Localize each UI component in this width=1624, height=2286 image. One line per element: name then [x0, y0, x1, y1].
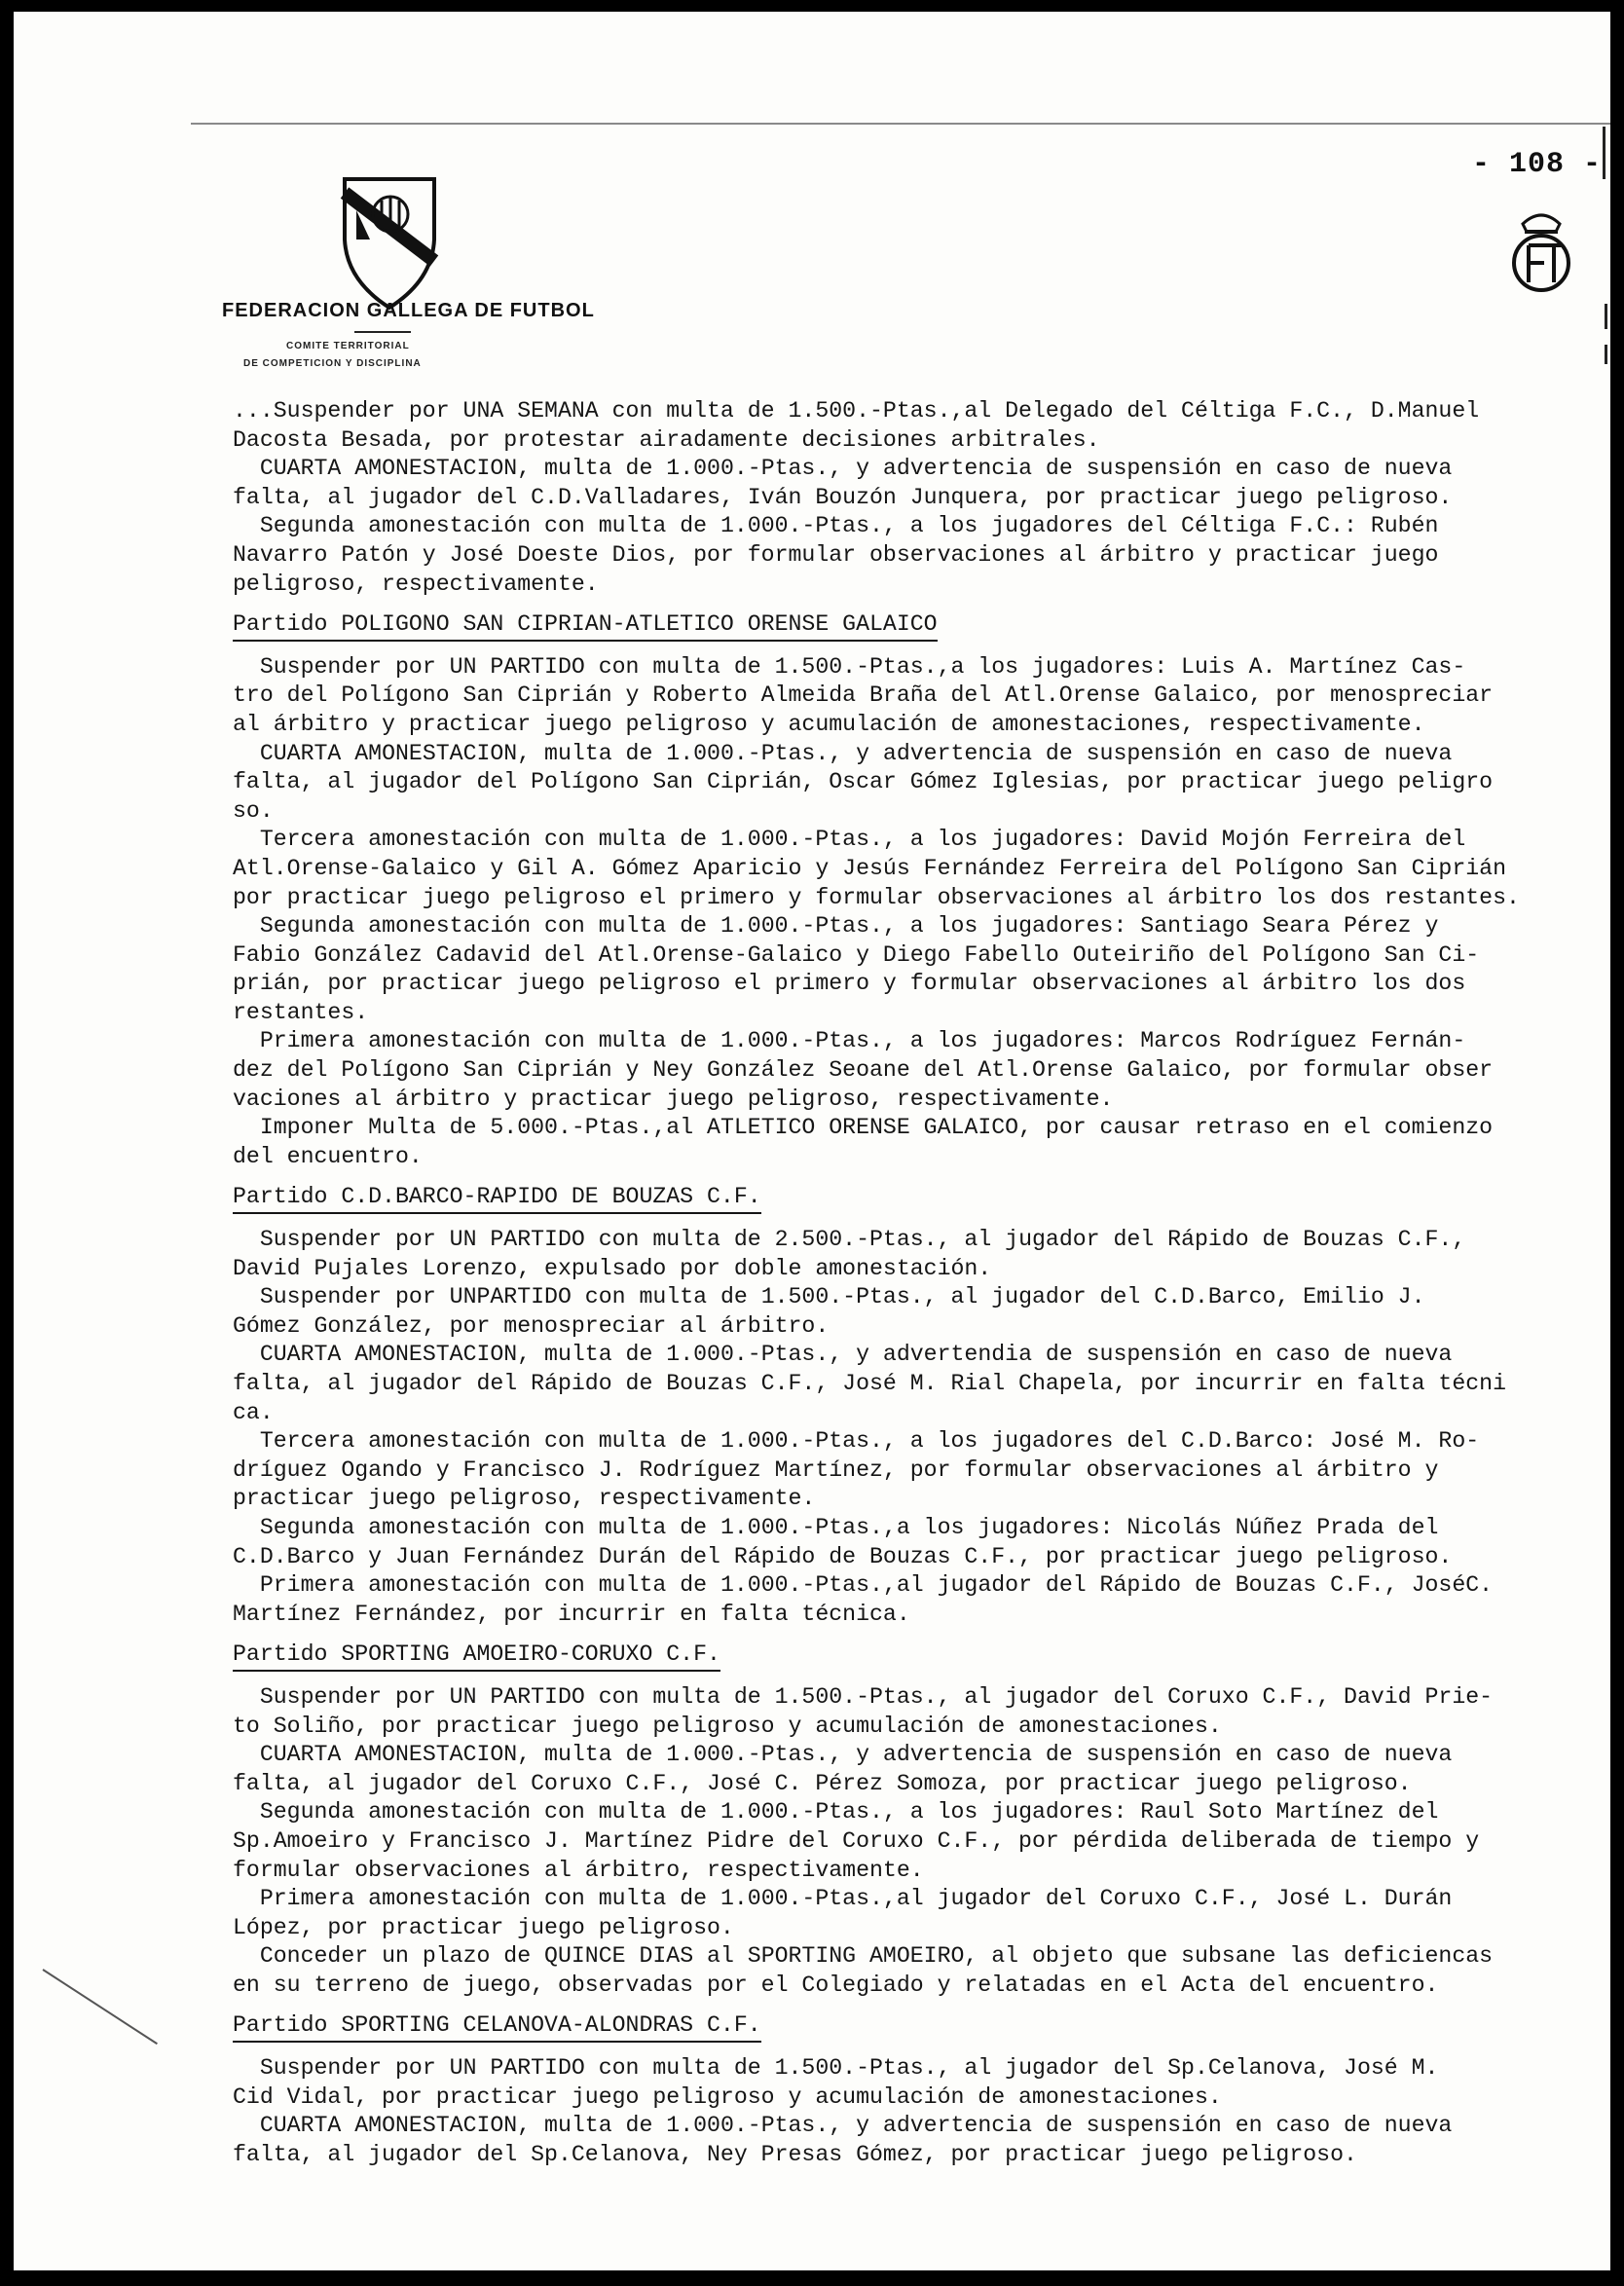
section-line: falta, al jugador del Polígono San Ciprián, Oscar Gómez Iglesias, por practicar juego peligro	[233, 769, 1494, 795]
federation-rule	[354, 331, 411, 333]
top-rule	[191, 123, 1610, 125]
section-line: C.D.Barco y Juan Fernández Durán del Rápido de Bouzas C.F., por practicar juego peligroso.	[233, 1543, 1453, 1569]
scratch-mark	[42, 1969, 158, 2045]
section-line: Suspender por UN PARTIDO con multa de 1.500.-Ptas.,a los jugadores: Luis A. Martínez Cas-	[233, 653, 1466, 680]
section-line: CUARTA AMONESTACION, multa de 1.000.-Ptas., y advertendia de suspensión en caso de nueva	[233, 1342, 1453, 1368]
intro-line: peligroso, respectivamente.	[233, 571, 599, 597]
intro-line: Dacosta Besada, por protestar airadamente decisiones arbitrales.	[233, 426, 1100, 453]
section-line: vaciones al árbitro y practicar juego peligroso, respectivamente.	[233, 1086, 1114, 1112]
document-body	[233, 397, 1586, 2169]
section-line: Primera amonestación con multa de 1.000.-Ptas., a los jugadores: Marcos Rodríguez Fernán-	[233, 1028, 1466, 1054]
intro-line: CUARTA AMONESTACION, multa de 1.000.-Ptas., y advertencia de suspensión en caso de nueva	[233, 456, 1453, 482]
section-line: Tercera amonestación con multa de 1.000.-Ptas., a los jugadores del C.D.Barco: José M. Ro-	[233, 1428, 1480, 1455]
edge-mark	[1603, 127, 1606, 179]
section-line: Segunda amonestación con multa de 1.000.-Ptas.,a los jugadores: Nicolás Núñez Prada del	[233, 1514, 1439, 1540]
intro-line: Segunda amonestación con multa de 1.000.-Ptas., a los jugadores del Céltiga F.C.: Rubén	[233, 513, 1439, 539]
section-line: falta, al jugador del Rápido de Bouzas C.F., José M. Rial Chapela, por incurrir en falta técni	[233, 1371, 1506, 1396]
section-line: del encuentro.	[233, 1143, 423, 1169]
section-line: Primera amonestación con multa de 1.000.-Ptas.,al jugador del Coruxo C.F., José L. Durán	[233, 1886, 1453, 1912]
section-title: Partido SPORTING AMOEIRO-CORUXO C.F.	[233, 1641, 720, 1672]
match-section	[233, 599, 1586, 1171]
intro-line: falta, al jugador del C.D.Valladares, Iván Bouzón Junquera, por practicar juego peligroso.	[233, 484, 1453, 510]
sections-block	[233, 599, 1586, 2169]
section-title: Partido POLIGONO SAN CIPRIAN-ATLETICO ORENSE GALAICO	[233, 610, 938, 642]
committee-line2: DE COMPETICION Y DISCIPLINA	[243, 358, 422, 369]
section-line: Suspender por UN PARTIDO con multa de 1.500.-Ptas., al jugador del Coruxo C.F., David Prie-	[233, 1683, 1494, 1710]
section-line: al árbitro y practicar juego peligroso y acumulación de amonestaciones, respectivamente.	[233, 711, 1425, 737]
section-line: Segunda amonestación con multa de 1.000.-Ptas., a los jugadores: Santiago Seara Pérez y	[233, 913, 1439, 940]
section-line: Suspender por UN PARTIDO con multa de 2.500.-Ptas., al jugador del Rápido de Bouzas C.F.,	[233, 1227, 1466, 1253]
section-line: Imponer Multa de 5.000.-Ptas.,al ATLETICO ORENSE GALAICO, por causar retraso en el comienzo	[233, 1115, 1494, 1141]
section-line: CUARTA AMONESTACION, multa de 1.000.-Ptas., y advertencia de suspensión en caso de nueva	[233, 740, 1453, 766]
section-line: prián, por practicar juego peligroso el primero y formular observaciones al árbitro los dos	[233, 971, 1466, 997]
section-line: to Soliño, por practicar juego peligroso y acumulación de amonestaciones.	[233, 1713, 1222, 1739]
section-line: so.	[233, 797, 274, 824]
section-line: practicar juego peligroso, respectivamente.	[233, 1486, 816, 1512]
section-line: restantes.	[233, 999, 369, 1025]
section-line: Suspender por UNPARTIDO con multa de 1.500.-Ptas., al jugador del C.D.Barco, Emilio J.	[233, 1284, 1425, 1310]
intro-line: Navarro Patón y José Doeste Dios, por formular observaciones al árbitro y practicar juego	[233, 541, 1439, 568]
section-line: CUARTA AMONESTACION, multa de 1.000.-Ptas., y advertencia de suspensión en caso de nueva	[233, 1742, 1453, 1768]
crest-shield-icon	[337, 171, 444, 313]
match-section	[233, 2000, 1586, 2169]
page-number: - 108 -	[1472, 148, 1603, 181]
federation-name: FEDERACION GALLEGA DE FUTBOL	[222, 300, 595, 321]
match-section	[233, 1629, 1586, 2000]
section-line: Primera amonestación con multa de 1.000.-Ptas.,al jugador del Rápido de Bouzas C.F., JoséC.	[233, 1572, 1494, 1599]
section-title: Partido C.D.BARCO-RAPIDO DE BOUZAS C.F.	[233, 1183, 761, 1214]
section-line: Tercera amonestación con multa de 1.000.-Ptas., a los jugadores: David Mojón Ferreira del	[233, 827, 1466, 853]
section-line: por practicar juego peligroso el primero y formular observaciones al árbitro los dos restantes.	[233, 884, 1520, 910]
rfef-emblem-icon	[1505, 203, 1577, 300]
committee-line1: COMITE TERRITORIAL	[286, 341, 410, 351]
section-title: Partido SPORTING CELANOVA-ALONDRAS C.F.	[233, 2011, 761, 2043]
section-line: Martínez Fernández, por incurrir en falta técnica.	[233, 1601, 910, 1627]
section-line: Fabio González Cadavid del Atl.Orense-Galaico y Diego Fabello Outeiriño del Polígono San Ci-	[233, 941, 1480, 968]
section-line: dríguez Ogando y Francisco J. Rodríguez Martínez, por formular observaciones al árbitro y	[233, 1456, 1439, 1483]
edge-mark	[1605, 304, 1607, 329]
section-line: dez del Polígono San Ciprián y Ney González Seoane del Atl.Orense Galaico, por formular obser	[233, 1057, 1494, 1084]
section-line: Atl.Orense-Galaico y Gil A. Gómez Aparicio y Jesús Fernández Ferreira del Polígono San Ciprián	[233, 855, 1506, 881]
document-page	[14, 12, 1610, 2270]
section-line: López, por practicar juego peligroso.	[233, 1914, 734, 1940]
section-line: falta, al jugador del Coruxo C.F., José C. Pérez Somoza, por practicar juego peligroso.	[233, 1770, 1412, 1796]
edge-mark	[1605, 345, 1607, 364]
intro-block	[233, 397, 1586, 599]
section-line: Conceder un plazo de QUINCE DIAS al SPORTING AMOEIRO, al objeto que subsane las deficiencas	[233, 1943, 1494, 1970]
section-line: CUARTA AMONESTACION, multa de 1.000.-Ptas., y advertencia de suspensión en caso de nueva	[233, 2113, 1453, 2139]
section-line: Segunda amonestación con multa de 1.000.-Ptas., a los jugadores: Raul Soto Martínez del	[233, 1799, 1439, 1825]
section-line: Sp.Amoeiro y Francisco J. Martínez Pidre del Coruxo C.F., por pérdida deliberada de tiempo y	[233, 1827, 1480, 1854]
section-line: Suspender por UN PARTIDO con multa de 1.500.-Ptas., al jugador del Sp.Celanova, José M.	[233, 2055, 1439, 2082]
section-line: Cid Vidal, por practicar juego peligroso y acumulación de amonestaciones.	[233, 2083, 1222, 2110]
match-section	[233, 1171, 1586, 1629]
section-line: David Pujales Lorenzo, expulsado por doble amonestación.	[233, 1255, 992, 1281]
section-line: en su terreno de juego, observadas por el Colegiado y relatadas en el Acta del encuentro.	[233, 1972, 1439, 1998]
section-line: formular observaciones al árbitro, respectivamente.	[233, 1857, 924, 1883]
intro-line: ...Suspender por UNA SEMANA con multa de 1.500.-Ptas.,al Delegado del Céltiga F.C., D.Manuel	[233, 398, 1480, 424]
section-line: falta, al jugador del Sp.Celanova, Ney Presas Gómez, por practicar juego peligroso.	[233, 2141, 1357, 2167]
section-line: ca.	[233, 1399, 274, 1425]
section-line: tro del Polígono San Ciprián y Roberto Almeida Braña del Atl.Orense Galaico, por menospreciar	[233, 682, 1494, 709]
section-line: Gómez González, por menospreciar al árbitro.	[233, 1312, 830, 1339]
